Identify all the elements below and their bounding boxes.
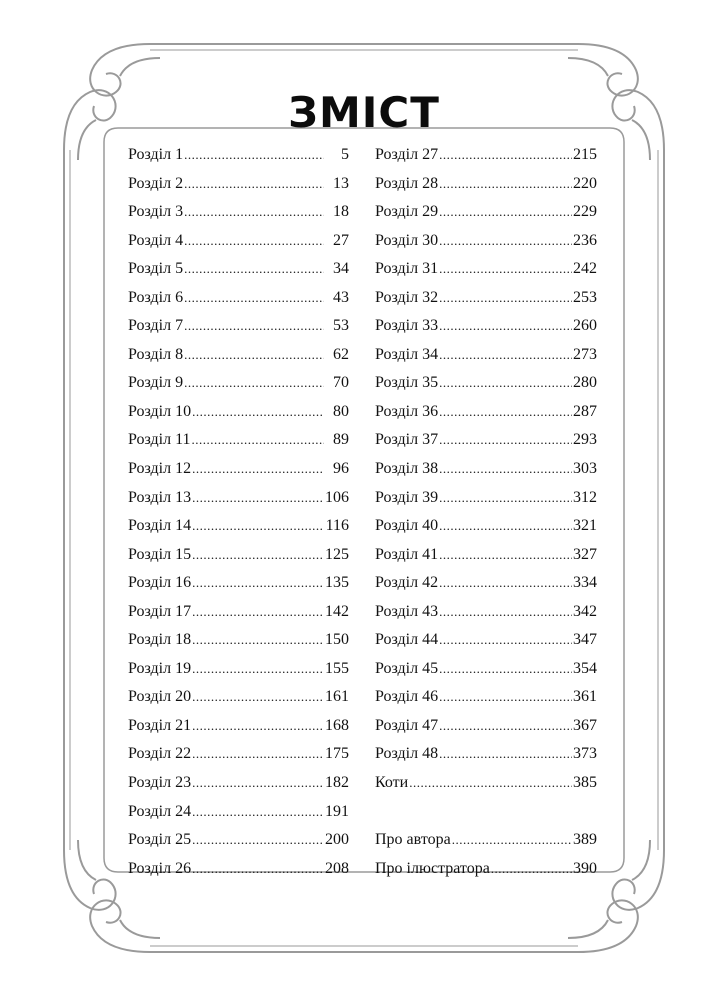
toc-entry-page: 321 bbox=[573, 517, 597, 535]
toc-entry bbox=[128, 232, 349, 261]
toc-entry-label: Розділ 17 bbox=[128, 602, 192, 620]
toc-entry bbox=[128, 860, 349, 889]
toc-right-column bbox=[375, 146, 597, 888]
toc-entry bbox=[375, 660, 597, 689]
toc-entry-page: 208 bbox=[325, 859, 349, 877]
toc-entry-label: Розділ 15 bbox=[128, 545, 192, 563]
dot-leader bbox=[184, 318, 324, 334]
toc-entry bbox=[375, 489, 597, 518]
toc-entry bbox=[128, 631, 349, 660]
toc-entry-label: Розділ 39 bbox=[375, 488, 439, 506]
toc-entry bbox=[375, 717, 597, 746]
toc-entry-label: Розділ 47 bbox=[375, 716, 439, 734]
dot-leader bbox=[192, 746, 324, 762]
dot-leader bbox=[439, 490, 572, 506]
toc-entry-page: 13 bbox=[333, 174, 349, 192]
toc-entry bbox=[128, 774, 349, 803]
toc-entry-label: Розділ 34 bbox=[375, 345, 439, 363]
toc-entry-label: Розділ 40 bbox=[375, 517, 439, 535]
toc-entry-label: Розділ 12 bbox=[128, 460, 192, 478]
toc-entry-label: Розділ 20 bbox=[128, 688, 192, 706]
toc-entry-page: 347 bbox=[573, 631, 597, 649]
toc-entry-page: 367 bbox=[573, 716, 597, 734]
dot-leader bbox=[192, 718, 324, 734]
toc-entry bbox=[128, 574, 349, 603]
dot-leader bbox=[192, 832, 324, 848]
dot-leader bbox=[439, 547, 572, 563]
toc-entry bbox=[128, 517, 349, 546]
dot-leader bbox=[439, 632, 572, 648]
dot-leader bbox=[192, 575, 324, 591]
toc-entry bbox=[375, 260, 597, 289]
toc-entry bbox=[128, 317, 349, 346]
toc-entry-page: 303 bbox=[573, 460, 597, 478]
dot-leader bbox=[192, 775, 324, 791]
toc-entry-label: Розділ 38 bbox=[375, 460, 439, 478]
toc-entry bbox=[128, 260, 349, 289]
toc-entry-page: 168 bbox=[325, 716, 349, 734]
dot-leader bbox=[439, 375, 572, 391]
dot-leader bbox=[439, 261, 572, 277]
toc-entry bbox=[375, 831, 597, 860]
toc-entry-page: 273 bbox=[573, 345, 597, 363]
toc-entry-page: 361 bbox=[573, 688, 597, 706]
toc-entry-label: Розділ 37 bbox=[375, 431, 439, 449]
toc-entry-label: Розділ 7 bbox=[128, 317, 184, 335]
toc-entry-page: 253 bbox=[573, 288, 597, 306]
dot-leader bbox=[184, 147, 324, 163]
toc-entry bbox=[128, 660, 349, 689]
dot-leader bbox=[452, 832, 572, 848]
dot-leader bbox=[184, 347, 324, 363]
toc-entry-page: 242 bbox=[573, 260, 597, 278]
toc-entry-page: 182 bbox=[325, 774, 349, 792]
toc-left-column bbox=[128, 146, 349, 888]
toc-entry-label: Розділ 1 bbox=[128, 146, 184, 163]
toc-entry-label: Розділ 42 bbox=[375, 574, 439, 592]
dot-leader bbox=[184, 290, 324, 306]
toc-entry bbox=[128, 374, 349, 403]
toc-entry-label: Розділ 26 bbox=[128, 859, 192, 877]
dot-leader bbox=[439, 604, 572, 620]
toc-entry-label: Розділ 2 bbox=[128, 174, 184, 192]
toc-entry bbox=[375, 460, 597, 489]
toc-entry bbox=[128, 460, 349, 489]
toc-entry bbox=[128, 346, 349, 375]
toc-entry bbox=[128, 146, 349, 175]
toc-entry-page: 293 bbox=[573, 431, 597, 449]
toc-entry-page: 385 bbox=[573, 774, 597, 792]
toc-entry-page: 260 bbox=[573, 317, 597, 335]
dot-leader bbox=[192, 689, 324, 705]
toc-entry bbox=[128, 403, 349, 432]
dot-leader bbox=[439, 432, 572, 448]
dot-leader bbox=[439, 233, 572, 249]
toc-entry-label: Розділ 35 bbox=[375, 374, 439, 392]
dot-leader bbox=[439, 176, 572, 192]
toc-entry-label: Розділ 28 bbox=[375, 174, 439, 192]
toc-entry-page: 327 bbox=[573, 545, 597, 563]
toc-entry-page: 287 bbox=[573, 402, 597, 420]
toc-entry-page: 334 bbox=[573, 574, 597, 592]
toc-entry-label: Розділ 24 bbox=[128, 802, 192, 820]
toc-entry-page: 161 bbox=[325, 688, 349, 706]
dot-leader bbox=[184, 176, 324, 192]
toc-entry bbox=[375, 860, 597, 889]
dot-leader bbox=[192, 861, 324, 877]
toc-entry-page: 342 bbox=[573, 602, 597, 620]
toc-entry-label: Розділ 46 bbox=[375, 688, 439, 706]
toc-entry-page: 43 bbox=[333, 288, 349, 306]
toc-entry-page: 312 bbox=[573, 488, 597, 506]
toc-entry bbox=[375, 574, 597, 603]
toc-entry-page: 27 bbox=[333, 231, 349, 249]
toc-entry-label: Розділ 22 bbox=[128, 745, 192, 763]
toc-entry-label: Розділ 8 bbox=[128, 345, 184, 363]
toc-entry-label: Розділ 21 bbox=[128, 716, 192, 734]
dot-leader bbox=[439, 461, 572, 477]
dot-leader bbox=[439, 347, 572, 363]
toc-entry bbox=[128, 688, 349, 717]
toc-entry-label: Розділ 27 bbox=[375, 146, 439, 163]
toc-entry-page: 116 bbox=[325, 517, 349, 535]
toc-entry-label: Розділ 14 bbox=[128, 517, 192, 535]
toc-entry-page: 191 bbox=[325, 802, 349, 820]
toc-entry bbox=[375, 403, 597, 432]
toc-entry-page: 96 bbox=[333, 460, 349, 478]
toc-entry-label: Розділ 41 bbox=[375, 545, 439, 563]
dot-leader bbox=[184, 375, 324, 391]
toc-entry-page: 106 bbox=[325, 488, 349, 506]
toc-entry-page: 34 bbox=[333, 260, 349, 278]
toc-entry bbox=[375, 546, 597, 575]
toc-entry bbox=[128, 489, 349, 518]
toc-entry bbox=[375, 631, 597, 660]
toc-entry bbox=[375, 603, 597, 632]
toc-entry-label: Розділ 44 bbox=[375, 631, 439, 649]
toc-entry-label: Про ілюстратора bbox=[375, 859, 490, 877]
dot-leader bbox=[192, 547, 324, 563]
toc-entry-label: Розділ 13 bbox=[128, 488, 192, 506]
toc-entry bbox=[128, 603, 349, 632]
dot-leader bbox=[439, 318, 572, 334]
dot-leader bbox=[439, 575, 572, 591]
toc-entry-page: 125 bbox=[325, 545, 349, 563]
toc-entry bbox=[375, 688, 597, 717]
dot-leader bbox=[192, 632, 324, 648]
toc-entry-label: Розділ 33 bbox=[375, 317, 439, 335]
dot-leader bbox=[192, 604, 324, 620]
toc-entry-page: 280 bbox=[573, 374, 597, 392]
toc-entry bbox=[128, 803, 349, 832]
toc-entry-label: Розділ 32 bbox=[375, 288, 439, 306]
toc-entry-page: 70 bbox=[333, 374, 349, 392]
dot-leader bbox=[439, 746, 572, 762]
toc-entry bbox=[375, 774, 597, 803]
toc-entry-label: Розділ 29 bbox=[375, 203, 439, 221]
toc-entry-page: 200 bbox=[325, 831, 349, 849]
toc-entry-label: Розділ 4 bbox=[128, 231, 184, 249]
toc-entry-page: 53 bbox=[333, 317, 349, 335]
dot-leader bbox=[184, 261, 324, 277]
toc-entry-label: Розділ 30 bbox=[375, 231, 439, 249]
toc-entry-label: Розділ 48 bbox=[375, 745, 439, 763]
dot-leader bbox=[192, 518, 324, 534]
dot-leader bbox=[192, 661, 324, 677]
toc-entry-label: Розділ 5 bbox=[128, 260, 184, 278]
toc-entry-label: Розділ 19 bbox=[128, 659, 192, 677]
dot-leader bbox=[192, 432, 324, 448]
toc-entry bbox=[375, 431, 597, 460]
toc-entry bbox=[128, 175, 349, 204]
toc-entry-label: Розділ 11 bbox=[128, 431, 191, 449]
toc-entry-label: Розділ 43 bbox=[375, 602, 439, 620]
toc-entry-page: 89 bbox=[333, 431, 349, 449]
toc-entry bbox=[128, 546, 349, 575]
toc-entry bbox=[128, 745, 349, 774]
dot-leader bbox=[409, 775, 572, 791]
toc-entry-label: Розділ 16 bbox=[128, 574, 192, 592]
toc-entry-page: 5 bbox=[341, 146, 349, 163]
toc-entry-page: 135 bbox=[325, 574, 349, 592]
toc-entry-page: 18 bbox=[333, 203, 349, 221]
toc-entry-label: Розділ 31 bbox=[375, 260, 439, 278]
toc-entry bbox=[128, 717, 349, 746]
dot-leader bbox=[192, 804, 324, 820]
toc-entry-page: 80 bbox=[333, 402, 349, 420]
toc-entry bbox=[375, 146, 597, 175]
toc-entry-page: 150 bbox=[325, 631, 349, 649]
toc-entry-page: 155 bbox=[325, 659, 349, 677]
toc-entry-label: Розділ 36 bbox=[375, 402, 439, 420]
toc-entry-label: Розділ 9 bbox=[128, 374, 184, 392]
toc-entry-label: Розділ 3 bbox=[128, 203, 184, 221]
dot-leader bbox=[439, 718, 572, 734]
dot-leader bbox=[439, 147, 572, 163]
toc-entry bbox=[375, 289, 597, 318]
toc-entry-label: Розділ 10 bbox=[128, 402, 192, 420]
dot-leader bbox=[184, 204, 324, 220]
toc-entry-page: 236 bbox=[573, 231, 597, 249]
toc-entry-page: 175 bbox=[325, 745, 349, 763]
toc-entry bbox=[375, 317, 597, 346]
toc-entry bbox=[375, 203, 597, 232]
dot-leader bbox=[439, 689, 572, 705]
page-title: ЗМІСТ bbox=[288, 88, 440, 137]
toc-entry-page: 215 bbox=[573, 146, 597, 163]
toc-entry bbox=[375, 175, 597, 204]
toc-entry-page: 220 bbox=[573, 174, 597, 192]
toc-entry bbox=[375, 517, 597, 546]
toc-entry-label: Розділ 25 bbox=[128, 831, 192, 849]
dot-leader bbox=[439, 204, 572, 220]
dot-leader bbox=[439, 290, 572, 306]
dot-leader bbox=[439, 518, 572, 534]
toc-entry-label: Розділ 18 bbox=[128, 631, 192, 649]
toc-entry-page: 229 bbox=[573, 203, 597, 221]
toc-entry-page: 389 bbox=[573, 831, 597, 849]
toc-entry-label: Коти bbox=[375, 774, 409, 792]
toc-entry-page: 390 bbox=[573, 859, 597, 877]
dot-leader bbox=[439, 661, 572, 677]
toc-entry-page: 373 bbox=[573, 745, 597, 763]
dot-leader bbox=[192, 490, 324, 506]
toc-entry bbox=[128, 289, 349, 318]
toc-entry-label: Розділ 6 bbox=[128, 288, 184, 306]
toc-entry-label: Про автора bbox=[375, 831, 451, 849]
toc-entry bbox=[128, 203, 349, 232]
toc-entry bbox=[128, 831, 349, 860]
toc-entry-page: 354 bbox=[573, 659, 597, 677]
toc-entry bbox=[375, 232, 597, 261]
toc-entry bbox=[375, 745, 597, 774]
toc-entry bbox=[128, 431, 349, 460]
toc-entry-page: 62 bbox=[333, 345, 349, 363]
dot-leader bbox=[192, 461, 324, 477]
dot-leader bbox=[192, 404, 324, 420]
toc-entry bbox=[375, 346, 597, 375]
toc-entry-label: Розділ 45 bbox=[375, 659, 439, 677]
toc-entry bbox=[375, 374, 597, 403]
dot-leader bbox=[439, 404, 572, 420]
dot-leader bbox=[184, 233, 324, 249]
dot-leader bbox=[491, 861, 572, 877]
toc-entry-label: Розділ 23 bbox=[128, 774, 192, 792]
toc-entry-page: 142 bbox=[325, 602, 349, 620]
